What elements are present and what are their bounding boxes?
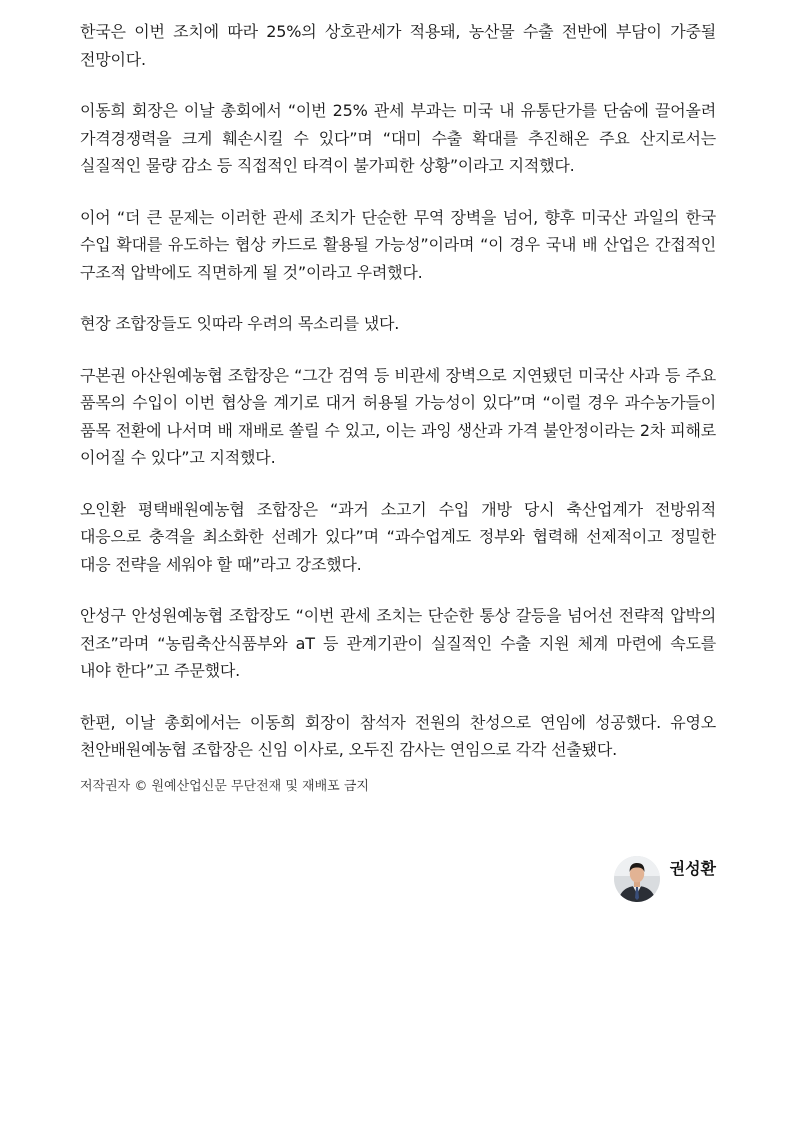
author-byline[interactable] — [614, 856, 716, 902]
article-paragraph: 현장 조합장들도 잇따라 우려의 목소리를 냈다. — [80, 314, 400, 333]
avatar[interactable] — [614, 856, 660, 902]
article-paragraph: 구본권 아산원예농협 조합장은 “그간 검역 등 비관세 장벽으로 지연됐던 미국산 사과 등 주요 품목의 수입이 이번 협상을 계기로 대거 허용될 가능성이 있다”며 “이럴 경우 과수농가들이 품목 전환에 나서며 배 재배로 쏠릴 수 있고, 이는 과잉 생산과 가격 불안정이라는 2차 피해로 이어질 수 있다”고 지적했다. — [80, 365, 716, 467]
article-paragraph: 이동희 회장은 이날 총회에서 “이번 25% 관세 부과는 미국 내 유통단가를 단숨에 끌어올려 가격경쟁력을 크게 훼손시킬 수 있다”며 “대미 수출 확대를 추진해온 주요 산지로서는 실질적인 물량 감소 등 직접적인 타격이 불가피한 상황”이라고 지적했다. — [80, 101, 716, 175]
author-name[interactable]: 권성환 — [669, 859, 716, 878]
article-paragraph: 이어 “더 큰 문제는 이러한 관세 조치가 단순한 무역 장벽을 넘어, 향후 미국산 과일의 한국 수입 확대를 유도하는 협상 카드로 활용될 가능성”이라며 “이 경우 국내 배 산업은 간접적인 구조적 압박에도 직면하게 될 것”이라고 우려했다. — [80, 207, 716, 282]
article-paragraph: 오인환 평택배원예농협 조합장은 “과거 소고기 수입 개방 당시 축산업계가 전방위적 대응으로 충격을 최소화한 선례가 있다”며 “과수업계도 정부와 협력해 선제적이고 정밀한 대응 전략을 세워야 할 때”라고 강조했다. — [80, 499, 716, 574]
article-paragraph: 한국은 이번 조치에 따라 25%의 상호관세가 적용돼, 농산물 수출 전반에 부담이 가중될 전망이다. — [80, 22, 716, 69]
article-body — [80, 18, 716, 796]
article-paragraph: 한편, 이날 총회에서는 이동희 회장이 참석자 전원의 찬성으로 연임에 성공했다. 유영오 천안배원예농협 조합장은 신임 이사로, 오두진 감사는 연임으로 각각 선출됐다. — [80, 712, 716, 759]
article-paragraph: 안성구 안성원예농협 조합장도 “이번 관세 조치는 단순한 통상 갈등을 넘어선 전략적 압박의 전조”라며 “농림축산식품부와 aT 등 관계기관이 실질적인 수출 지원 체계 마련에 속도를 내야 한다”고 주문했다. — [80, 606, 716, 680]
author-photo — [614, 856, 660, 902]
copyright-notice: 저작권자 © 원예산업신문 무단전재 및 재배포 금지 — [80, 778, 369, 794]
